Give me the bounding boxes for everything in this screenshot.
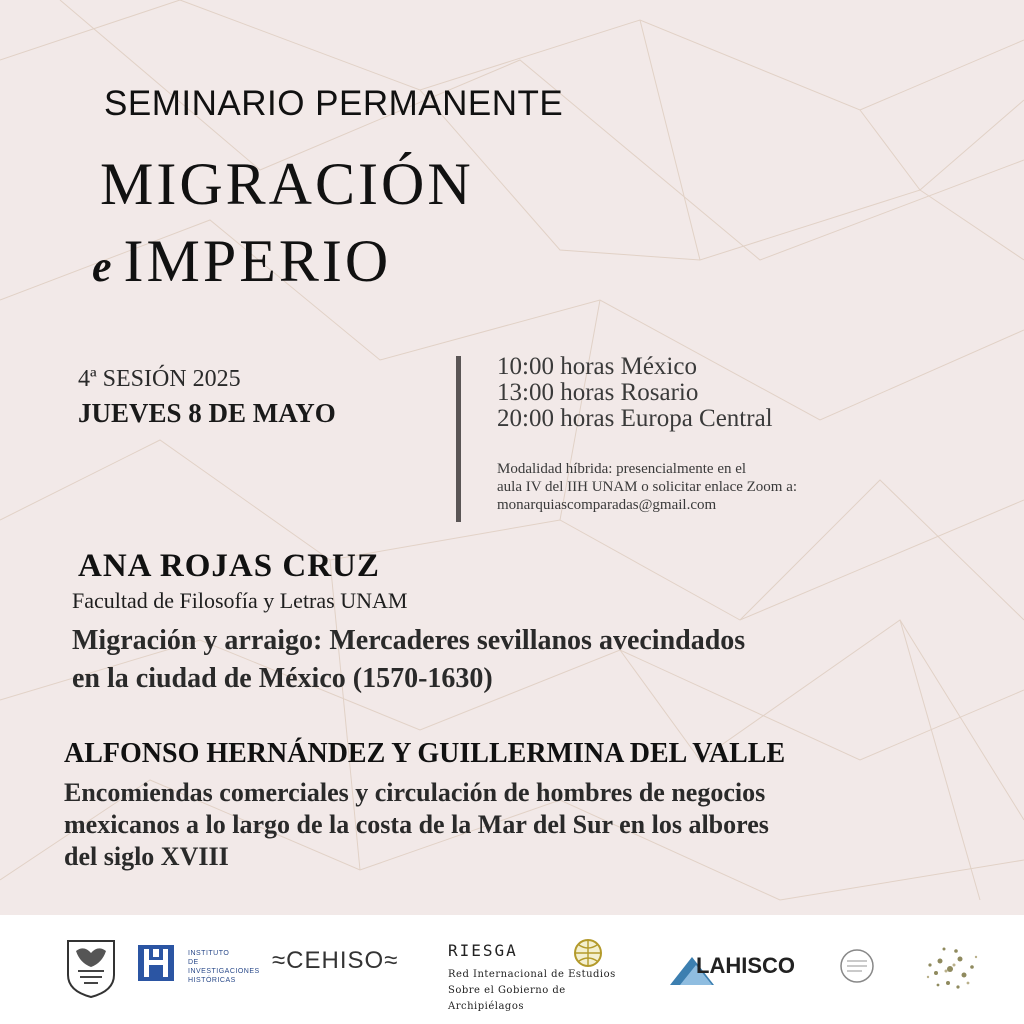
unam-crest-icon <box>62 937 120 999</box>
iih-text <box>188 949 260 985</box>
talk-1-title-line: Migración y arraigo: Mercaderes sevillanos avecindados <box>72 625 746 656</box>
modality-line-2: aula IV del IIH UNAM o solicitar enlace Zoom a: <box>497 479 798 495</box>
riesga-name: RIESGA <box>448 941 518 960</box>
iih-text-line: DE INVESTIGACIONES <box>188 959 260 975</box>
seminario-logo <box>838 947 988 1003</box>
session-date: JUEVES 8 DE MAYO <box>78 398 336 428</box>
talk-2-title-line: Encomiendas comerciales y circulación de hombres de negocios <box>64 778 766 807</box>
time-europe: 20:00 horas Europa Central <box>497 405 773 432</box>
iih-text-line: INSTITUTO <box>188 950 230 957</box>
time-rosario: 13:00 horas Rosario <box>497 379 699 406</box>
logo-strip <box>0 915 1024 1024</box>
talk-1-title <box>72 622 745 698</box>
riesga-subtitle <box>448 967 628 1015</box>
iih-text-line: HISTÓRICAS <box>188 977 236 984</box>
riesga-subtitle-line: Red Internacional de Estudios <box>448 969 616 980</box>
lahisco-wordmark: LAHISCO <box>696 953 795 978</box>
talk-2-title-line: mexicanos a lo largo de la costa de la Mar del Sur en los albores <box>64 810 769 839</box>
schedule-times <box>497 354 773 432</box>
speaker-1-affiliation: Facultad de Filosofía y Letras UNAM <box>72 588 408 613</box>
time-mexico: 10:00 horas México <box>497 353 697 380</box>
iih-logo <box>136 943 260 989</box>
title-connector: e <box>92 242 112 291</box>
riesga-subtitle-line: Sobre el Gobierno de Archipiélagos <box>448 985 566 1012</box>
talk-1-title-line: en la ciudad de México (1570-1630) <box>72 663 493 694</box>
speaker-1-name: ANA ROJAS CRUZ <box>78 548 380 584</box>
globe-icon <box>572 937 604 969</box>
riesga-logo <box>448 937 628 1012</box>
series-name: SEMINARIO PERMANENTE <box>104 84 564 123</box>
title-line-1: MIGRACIÓN <box>100 151 474 217</box>
modality-info <box>497 460 797 514</box>
speaker-2-names: ALFONSO HERNÁNDEZ Y GUILLERMINA DEL VALLE <box>64 738 786 769</box>
lahisco-logo <box>670 943 800 1013</box>
vertical-divider <box>456 356 461 522</box>
title-line-2 <box>92 227 391 296</box>
dot-cluster-icon <box>918 941 982 997</box>
iih-mark-icon <box>136 943 176 983</box>
talk-2-title-line: del siglo XVIII <box>64 842 229 871</box>
talk-2-title <box>64 777 769 873</box>
cehiso-logo: ≈CEHISO≈ <box>272 947 399 974</box>
title-line-2-text: IMPERIO <box>123 228 392 294</box>
contact-email: monarquiascomparadas@gmail.com <box>497 497 717 513</box>
modality-line-1: Modalidad híbrida: presencialmente en el <box>497 461 747 477</box>
seminario-logo-icon <box>838 947 876 985</box>
session-number: 4ª SESIÓN 2025 <box>78 366 241 392</box>
